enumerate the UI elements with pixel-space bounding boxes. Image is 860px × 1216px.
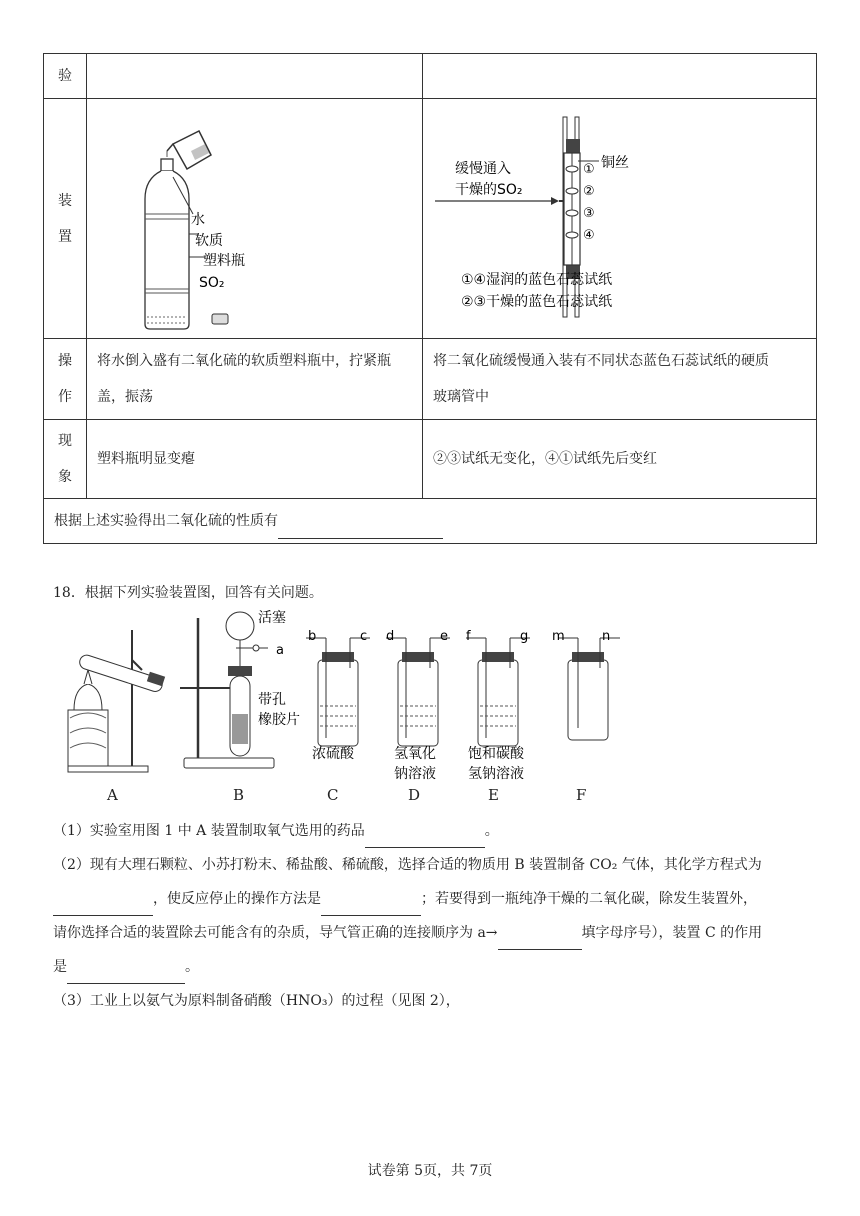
device-label-E: E bbox=[488, 786, 499, 804]
apparatus-figure bbox=[60, 608, 640, 788]
operation-right: 将二氧化硫缓慢通入装有不同状态蓝色石蕊试纸的硬质 玻璃管中 bbox=[423, 339, 817, 420]
summary-row: 根据上述实验得出二氧化硫的性质有 bbox=[44, 499, 817, 544]
port-g: g bbox=[520, 629, 529, 644]
label-water: 水 bbox=[191, 212, 205, 228]
device-label-C: C bbox=[327, 786, 339, 804]
glass-tube-figure bbox=[423, 99, 816, 334]
port-f: f bbox=[466, 629, 471, 644]
port-d: d bbox=[386, 629, 395, 644]
row-label-yan: 验 bbox=[44, 54, 87, 99]
question-18-title: 18．根据下列实验装置图，回答有关问题。 bbox=[53, 585, 323, 601]
device-label-A: A bbox=[107, 786, 118, 804]
apparatus-B bbox=[180, 610, 300, 768]
bottle-apparatus-cell bbox=[87, 99, 423, 339]
row-label-operation: 操 作 bbox=[44, 339, 87, 420]
liquid-E-2: 氢钠溶液 bbox=[468, 766, 524, 782]
liquid-C: 浓硫酸 bbox=[312, 746, 354, 762]
question-part-3: （3）工业上以氨气为原料制备硝酸（HNO₃）的过程（见图 2）， bbox=[53, 993, 460, 1009]
answer-blank-C-role[interactable] bbox=[67, 965, 185, 984]
phenomenon-right: ②③试纸无变化，④①试纸先后变红 bbox=[423, 420, 817, 499]
liquid-E-1: 饱和碳酸 bbox=[468, 746, 524, 762]
rubber-label-1: 带孔 bbox=[258, 692, 286, 708]
answer-blank-1[interactable] bbox=[365, 829, 485, 848]
paper-2: ② bbox=[583, 184, 595, 199]
apparatus-A bbox=[68, 630, 165, 772]
liquid-D-2: 钠溶液 bbox=[394, 766, 436, 782]
operation-left: 将水倒入盛有二氧化硫的软质塑料瓶中，拧紧瓶 盖，振荡 bbox=[87, 339, 423, 420]
label-plastic-bottle: 塑料瓶 bbox=[203, 253, 245, 269]
paper-4: ④ bbox=[583, 228, 595, 243]
apparatus-D bbox=[386, 638, 450, 746]
port-c: c bbox=[360, 629, 368, 644]
inlet-text-2: 干燥的SO₂ bbox=[455, 182, 523, 198]
plastic-bottle-figure bbox=[87, 99, 422, 334]
paper-3: ③ bbox=[583, 206, 595, 221]
answer-blank-order[interactable] bbox=[498, 931, 582, 950]
port-e: e bbox=[440, 629, 448, 644]
port-b: b bbox=[308, 629, 317, 644]
cell-empty-right bbox=[423, 54, 817, 99]
tube-apparatus-cell bbox=[423, 99, 817, 339]
legend-dry: ②③干燥的蓝色石蕊试纸 bbox=[461, 294, 613, 310]
label-so2: SO₂ bbox=[199, 275, 225, 291]
device-label-B: B bbox=[233, 786, 245, 804]
answer-blank-summary[interactable] bbox=[278, 520, 443, 539]
apparatus-C bbox=[306, 638, 370, 746]
liquid-D-1: 氢氧化 bbox=[394, 746, 436, 762]
apparatus-F bbox=[558, 638, 620, 740]
device-label-D: D bbox=[408, 786, 421, 804]
port-a: a bbox=[276, 643, 284, 658]
port-n: n bbox=[602, 629, 611, 644]
paper-1: ① bbox=[583, 162, 595, 177]
label-soft: 软质 bbox=[195, 233, 223, 249]
port-m: m bbox=[552, 629, 565, 644]
question-part-1: （1）实验室用图 1 中 A 装置制取氧气选用的药品 。 bbox=[53, 814, 813, 848]
rubber-label-2: 橡胶片 bbox=[258, 712, 300, 728]
inlet-text-1: 缓慢通入 bbox=[455, 161, 511, 177]
answer-blank-stop-method[interactable] bbox=[321, 897, 421, 916]
apparatus-E bbox=[466, 638, 530, 746]
device-label-F: F bbox=[576, 786, 587, 804]
legend-wet: ①④湿润的蓝色石蕊试纸 bbox=[461, 272, 613, 288]
question-part-2: （2）现有大理石颗粒、小苏打粉末、稀盐酸、稀硫酸，选择合适的物质用 B 装置制备 CO₂ 气体，其化学方程式为 ，使反应停止的操作方法是 ；若要得到一瓶纯净干燥的二氧化碳，除发生装置外， 请你选择合适的装置除去可能含有的杂质，导气管正确的连接顺序为 a→ 填字母序号），装置 C 的作用 是 。 bbox=[53, 848, 813, 984]
row-label-phenomenon: 现 象 bbox=[44, 420, 87, 499]
copper-wire-label: 铜丝 bbox=[601, 155, 629, 171]
phenomenon-left: 塑料瓶明显变瘪 bbox=[87, 420, 423, 499]
row-label-apparatus: 装 置 bbox=[44, 99, 87, 339]
stopcock-label: 活塞 bbox=[258, 610, 286, 626]
page-footer: 试卷第 5页，共 7页 bbox=[367, 1163, 493, 1179]
answer-blank-equation[interactable] bbox=[53, 897, 153, 916]
cell-empty-left bbox=[87, 54, 423, 99]
experiment-table bbox=[43, 53, 817, 544]
